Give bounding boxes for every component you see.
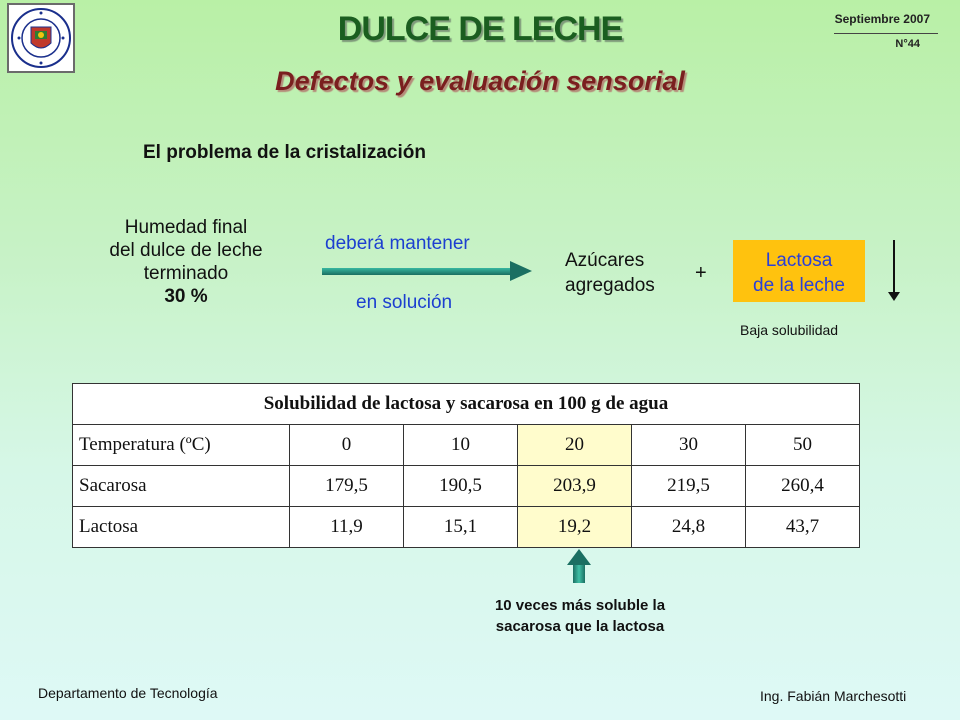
lactosa-line1: Lactosa [765, 250, 833, 271]
baja-solubilidad-label: Baja solubilidad [740, 322, 839, 338]
arrow-bottom-label: en solución [356, 292, 453, 313]
note-line2: sacarosa que la lactosa [495, 618, 665, 635]
humedad-block [86, 216, 286, 308]
table-header-label: Temperatura (ºC) [73, 425, 290, 466]
table-cell-highlight: 203,9 [518, 466, 632, 507]
down-arrow-head-icon [888, 292, 900, 301]
lactosa-box [733, 240, 865, 302]
author-label: Ing. Fabián Marchesotti [760, 688, 907, 704]
table-cell: 11,9 [290, 507, 404, 548]
arrow-top-label: deberá mantener [325, 233, 470, 254]
azucares-line2: agregados [565, 275, 655, 296]
up-arrow-icon [573, 565, 585, 583]
temp-cell: 50 [746, 425, 860, 466]
table-cell: 43,7 [746, 507, 860, 548]
date-divider [834, 33, 938, 34]
temp-cell-highlight: 20 [518, 425, 632, 466]
humedad-line3: terminado [143, 263, 229, 284]
humedad-line1: Humedad final [124, 217, 248, 238]
humedad-line2: del dulce de leche [109, 240, 263, 261]
table-row [73, 425, 860, 466]
comparison-note [455, 595, 705, 637]
page-subtitle: Defectos y evaluación sensorial [275, 66, 685, 96]
solubility-table [72, 383, 860, 548]
down-arrow-icon [893, 240, 895, 298]
lactosa-line2: de la leche [753, 275, 845, 296]
table-row [73, 466, 860, 507]
date-label: Septiembre 2007 [834, 12, 930, 26]
row-label-lactosa: Lactosa [73, 507, 290, 548]
humedad-value: 30 % [164, 286, 208, 307]
table-row [73, 507, 860, 548]
table-cell: 24,8 [632, 507, 746, 548]
azucares-line1: Azúcares [565, 250, 645, 271]
azucares-block [565, 248, 655, 298]
table-cell: 179,5 [290, 466, 404, 507]
right-arrow-head-icon [510, 261, 532, 281]
temp-cell: 30 [632, 425, 746, 466]
temp-cell: 10 [404, 425, 518, 466]
right-arrow-icon [322, 268, 512, 275]
table-cell: 15,1 [404, 507, 518, 548]
table-cell: 219,5 [632, 466, 746, 507]
table-cell-highlight: 19,2 [518, 507, 632, 548]
row-label-sacarosa: Sacarosa [73, 466, 290, 507]
up-arrow-head-icon [567, 549, 591, 565]
department-label: Departamento de Tecnología [38, 685, 218, 701]
table-cell: 260,4 [746, 466, 860, 507]
slide-number: N°44 [895, 38, 920, 50]
temp-cell: 0 [290, 425, 404, 466]
section-title: El problema de la cristalización [143, 142, 426, 163]
table-caption: Solubilidad de lactosa y sacarosa en 100 g de agua [73, 384, 860, 425]
plus-sign: + [695, 262, 707, 284]
note-line1: 10 veces más soluble la [494, 597, 666, 614]
table-cell: 190,5 [404, 466, 518, 507]
page-title: DULCE DE LECHE [337, 10, 623, 48]
